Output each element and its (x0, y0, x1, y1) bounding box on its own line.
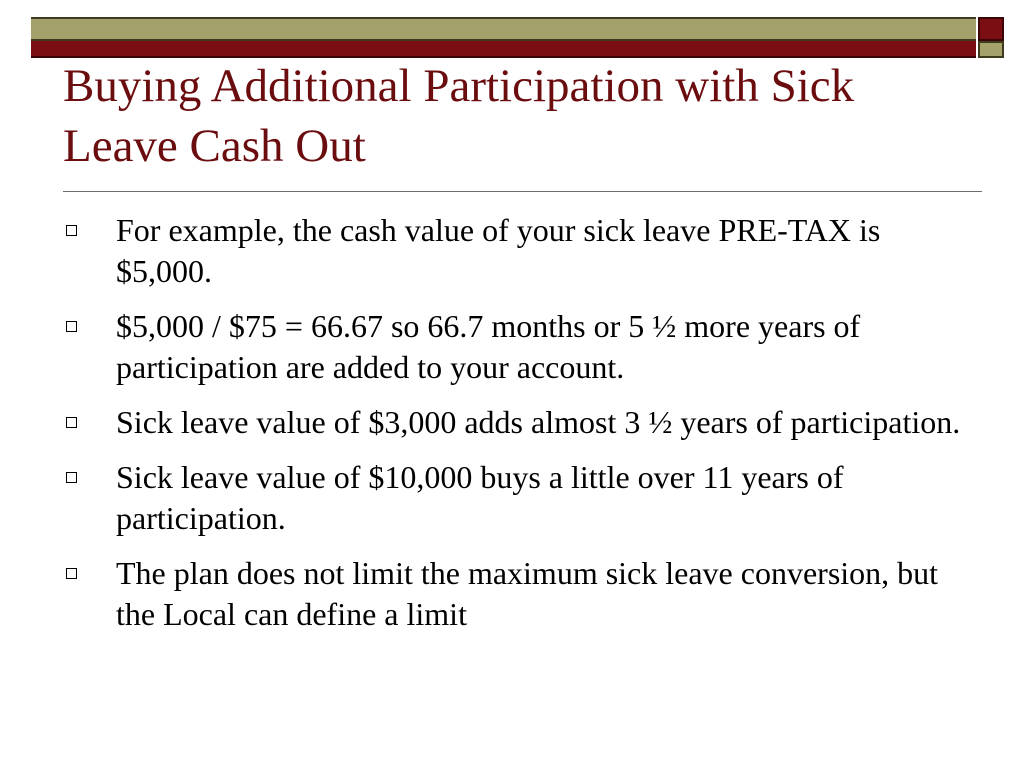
corner-square-olive (978, 41, 1004, 58)
corner-square-maroon (978, 17, 1004, 41)
square-bullet-icon (66, 321, 77, 332)
bullet-item (66, 553, 966, 635)
bullet-item (66, 210, 966, 292)
header-bar-olive (31, 17, 976, 41)
square-bullet-icon (66, 225, 77, 236)
bullet-item (66, 457, 966, 539)
bullet-list (66, 210, 966, 649)
bullet-item (66, 306, 966, 388)
bullet-item (66, 402, 966, 443)
square-bullet-icon (66, 417, 77, 428)
bullet-text: For example, the cash value of your sick leave PRE-TAX is $5,000. (116, 212, 881, 289)
bullet-text: Sick leave value of $3,000 adds almost 3 ½ years of participation. (116, 404, 961, 440)
title-divider (63, 191, 982, 192)
slide-title: Buying Additional Participation with Sick Leave Cash Out (63, 60, 855, 172)
square-bullet-icon (66, 472, 77, 483)
bullet-text: $5,000 / $75 = 66.67 so 66.7 months or 5 ½ more years of participation are added to your account. (116, 308, 861, 385)
bullet-text: The plan does not limit the maximum sick leave conversion, but the Local can define a limit (116, 555, 939, 632)
square-bullet-icon (66, 568, 77, 579)
bullet-text: Sick leave value of $10,000 buys a little over 11 years of participation. (116, 459, 844, 536)
